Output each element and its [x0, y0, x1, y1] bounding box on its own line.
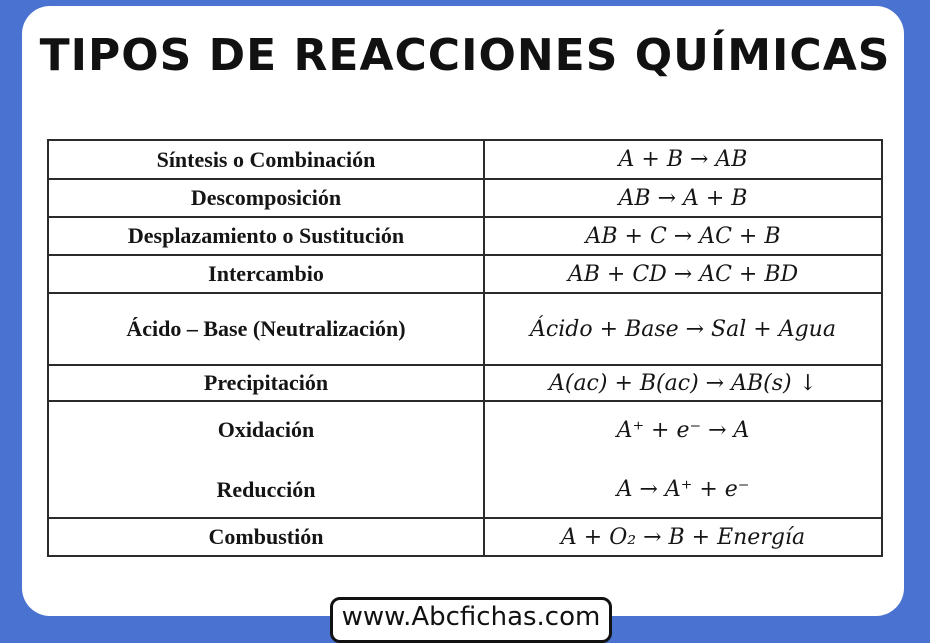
website-url[interactable]: www.Abcfichas.com — [330, 597, 612, 643]
oxidation-label: Oxidación — [217, 416, 315, 442]
reaction-equation: AB → A + B — [484, 179, 882, 217]
reaction-equation — [484, 401, 882, 518]
reaction-equation: Ácido + Base → Sal + Agua — [484, 293, 882, 365]
reaction-type: Ácido – Base (Neutralización) — [48, 293, 484, 365]
table-row — [48, 365, 882, 401]
page-title: TIPOS DE REACCIONES QUÍMICAS — [39, 30, 891, 81]
reaction-equation: A + B → AB — [484, 140, 882, 179]
reaction-equation: AB + C → AC + B — [484, 217, 882, 255]
reaction-type — [48, 401, 484, 518]
reaction-type: Intercambio — [48, 255, 484, 293]
table-row — [48, 179, 882, 217]
reaction-equation: A + O₂ → B + Energía — [484, 518, 882, 556]
table-row — [48, 255, 882, 293]
reaction-equation: A(ac) + B(ac) → AB(s) ↓ — [484, 365, 882, 401]
reaction-type: Descomposición — [48, 179, 484, 217]
reactions-table — [47, 139, 883, 557]
reduction-equation: A → A⁺ + e⁻ — [616, 476, 750, 502]
reaction-type: Síntesis o Combinación — [48, 140, 484, 179]
reaction-type: Combustión — [48, 518, 484, 556]
table-row — [48, 140, 882, 179]
table-row — [48, 293, 882, 365]
table-row — [48, 401, 882, 518]
reaction-equation: AB + CD → AC + BD — [484, 255, 882, 293]
reaction-type: Desplazamiento o Sustitución — [48, 217, 484, 255]
table-row — [48, 518, 882, 556]
oxidation-equation: A⁺ + e⁻ → A — [616, 417, 750, 443]
table-row — [48, 217, 882, 255]
reduction-label: Reducción — [216, 476, 316, 502]
reaction-type: Precipitación — [48, 365, 484, 401]
